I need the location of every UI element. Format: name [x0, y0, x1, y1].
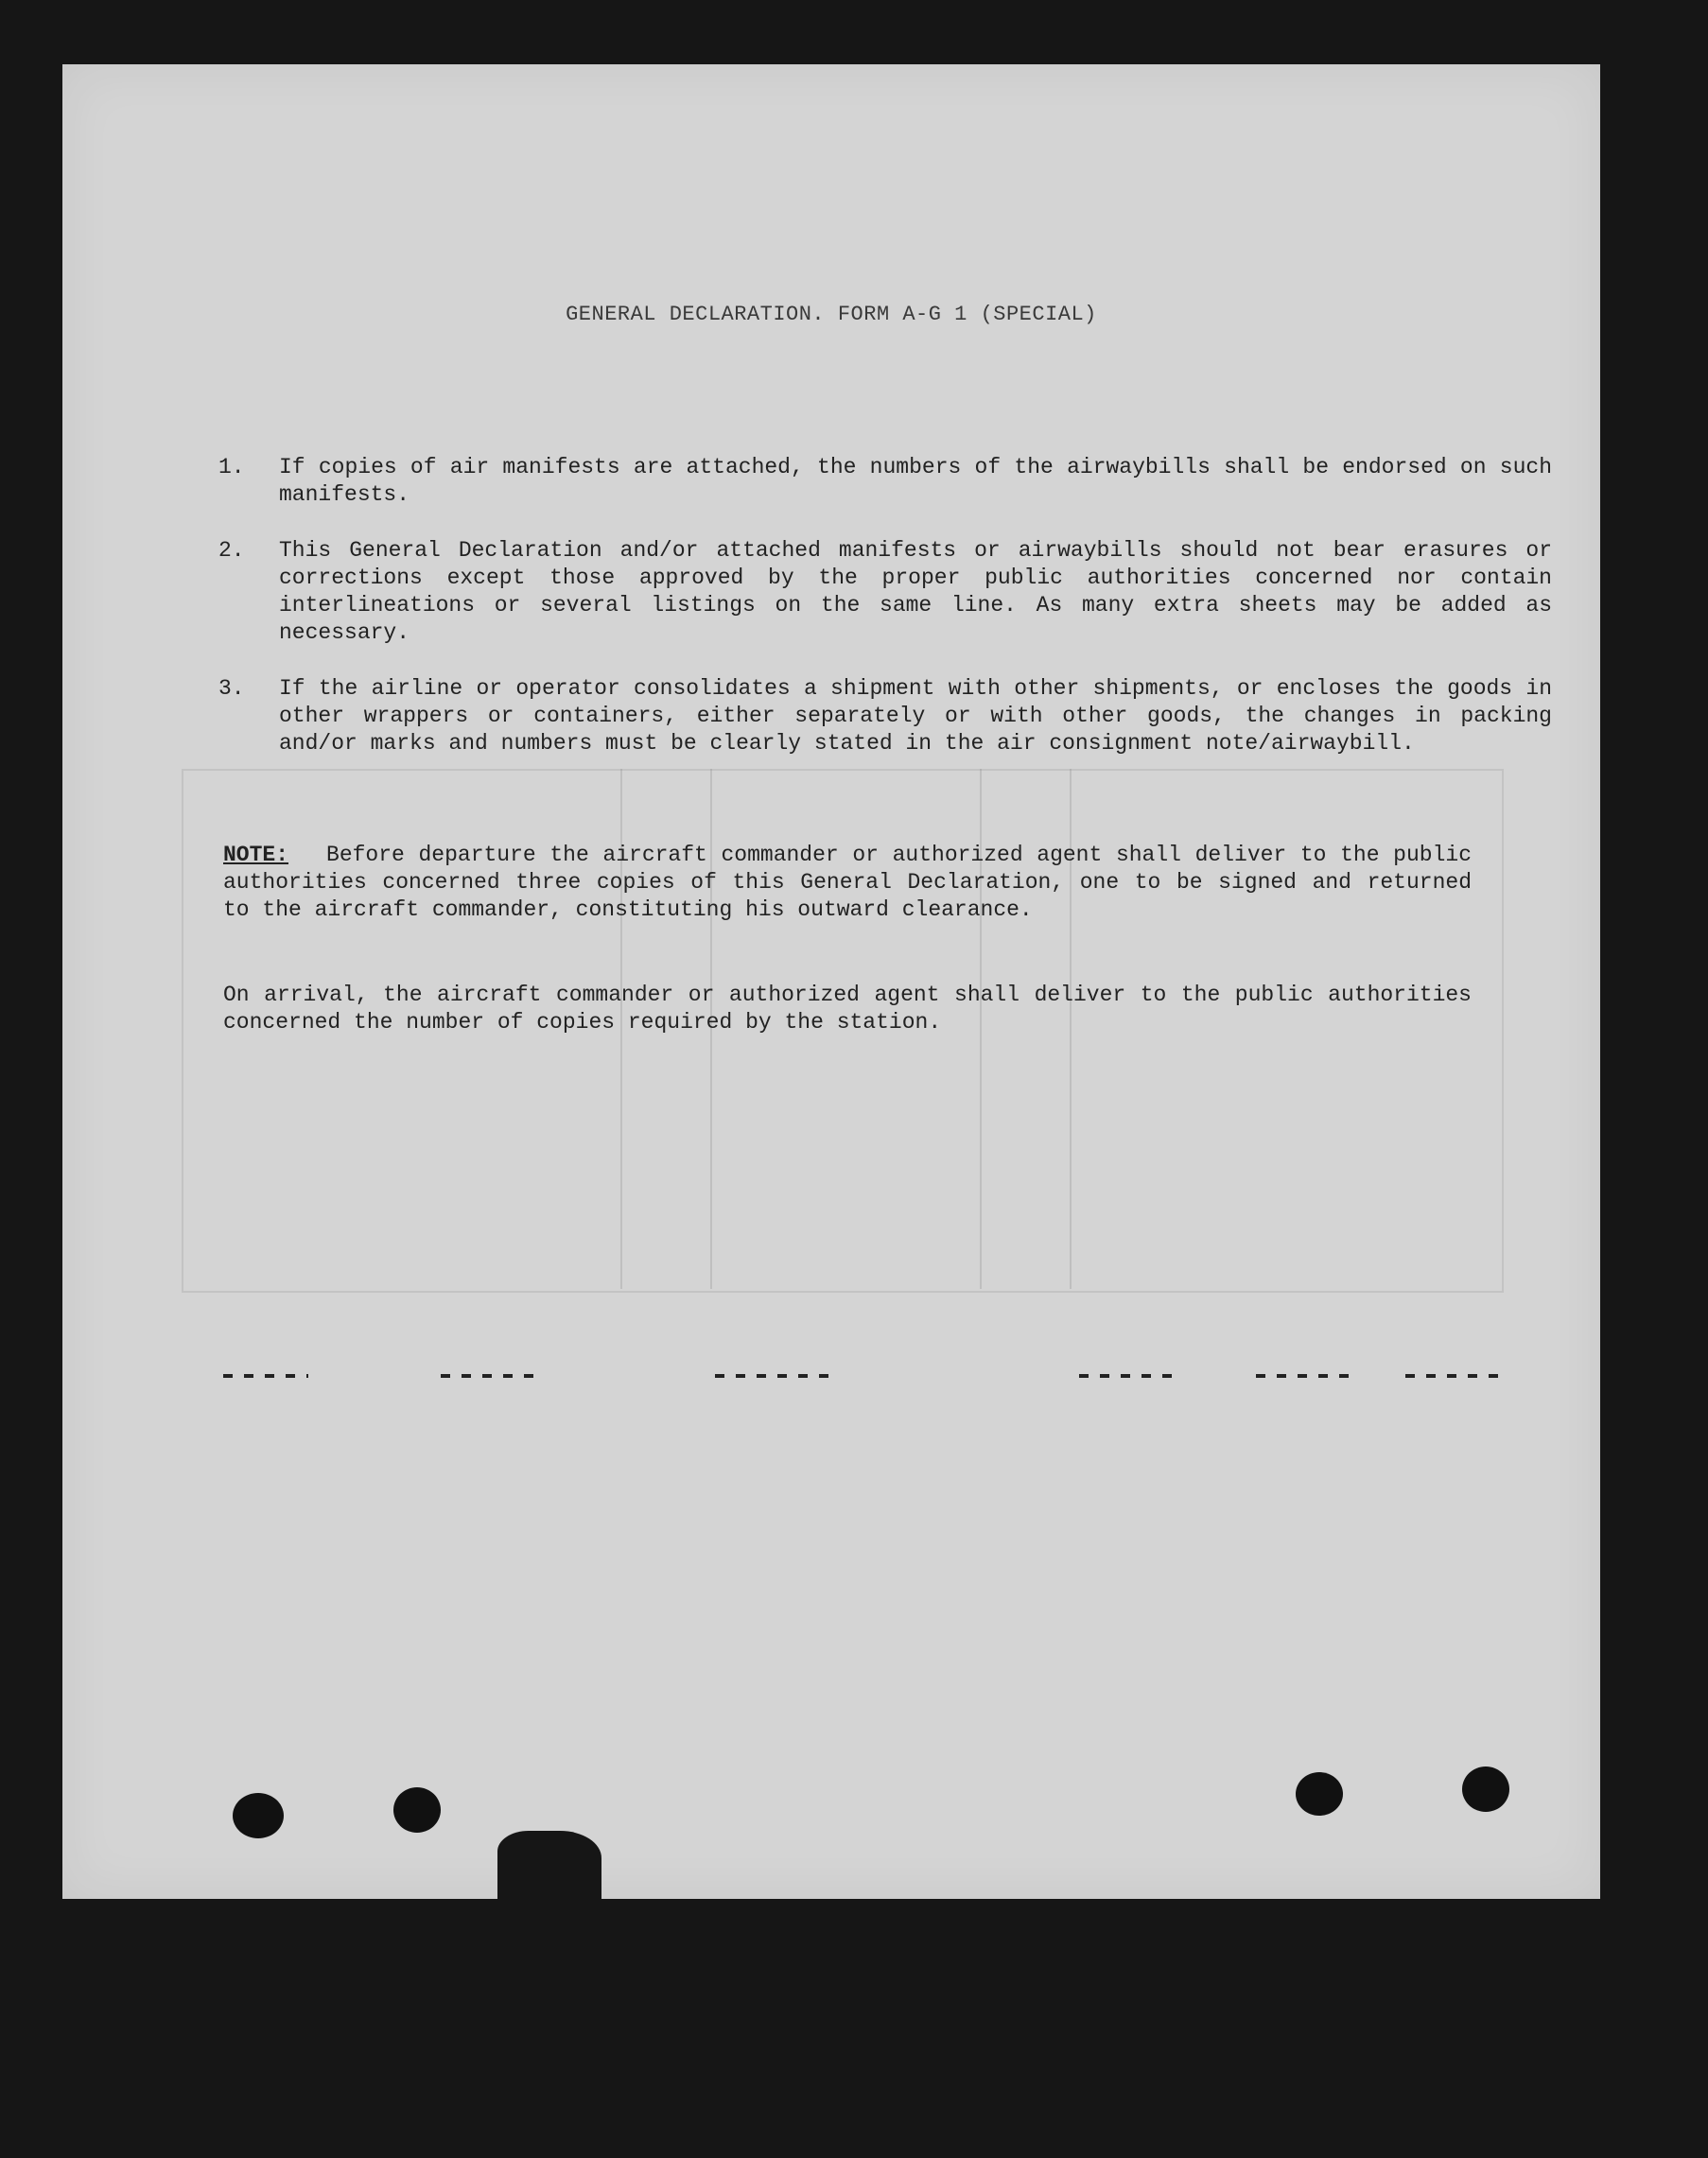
page-title: GENERAL DECLARATION. FORM A-G 1 (SPECIAL)	[566, 303, 1097, 326]
dashed-line	[62, 1374, 1600, 1393]
item-text: If copies of air manifests are attached, the numbers of the airwaybills shall be endorsed on such manifests.	[279, 455, 1552, 507]
instruction-item	[218, 675, 1552, 757]
punch-hole	[1462, 1766, 1509, 1812]
punch-hole	[1296, 1772, 1343, 1816]
departure-note	[223, 842, 1472, 924]
note-text: Before departure the aircraft commander or authorized agent shall deliver to the public authorities concerned three copies of this General Declaration, one to be signed and returned to the aircraft commander, constituting his outward clearance.	[223, 843, 1472, 922]
item-text: This General Declaration and/or attached manifests or airwaybills should not bear erasures or corrections except those approved by the proper public authorities concerned nor contain interlineations or several listings on the same line. As many extra sheets may be added as necessary.	[279, 538, 1552, 645]
arrival-note: On arrival, the aircraft commander or authorized agent shall deliver to the public authorities concerned the number of copies required by the station.	[223, 983, 1472, 1035]
instruction-item	[218, 454, 1552, 509]
item-number: 3.	[218, 676, 245, 701]
item-text: If the airline or operator consolidates a shipment with other shipments, or encloses the goods in other wrappers or containers, either separately or with other goods, the changes in packing and/or marks and numbers must be clearly stated in the air consignment note/airwaybill.	[279, 676, 1552, 756]
note-label: NOTE:	[223, 843, 289, 867]
punch-hole	[393, 1787, 441, 1833]
item-number: 1.	[218, 455, 245, 479]
item-number: 2.	[218, 538, 245, 563]
document-page	[62, 64, 1600, 1899]
punch-hole	[233, 1793, 284, 1838]
instruction-item	[218, 537, 1552, 647]
torn-edge	[497, 1831, 601, 1899]
